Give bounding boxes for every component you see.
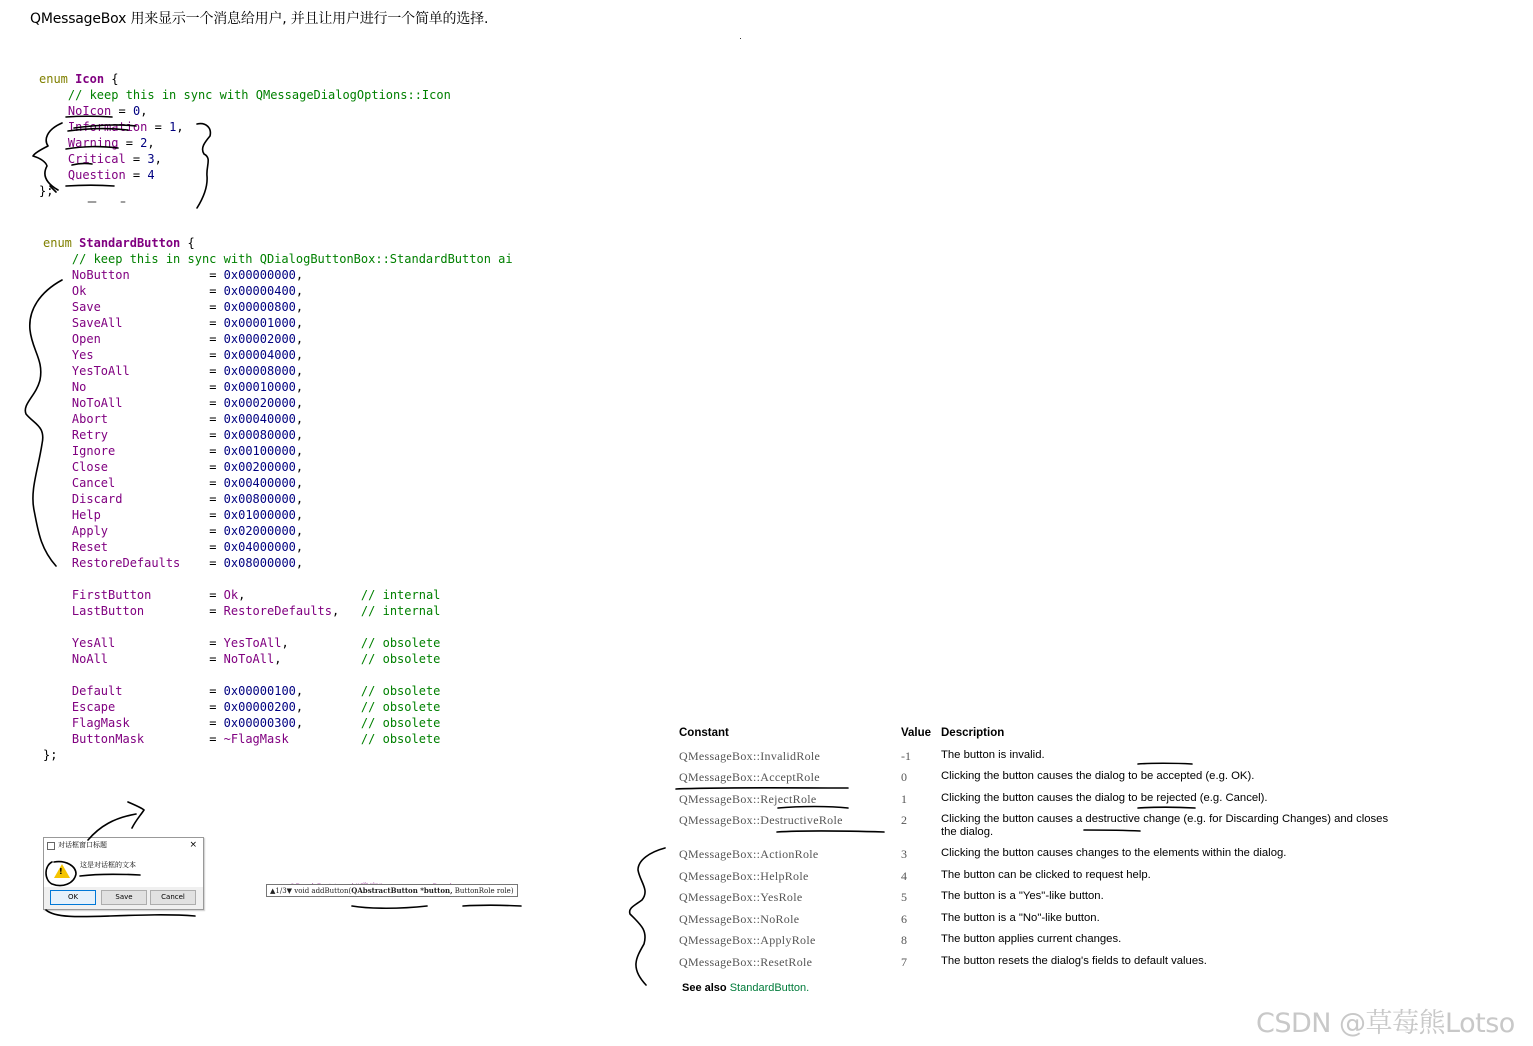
code-number: 0x08000000 <box>223 556 296 570</box>
code-comment: // obsolete <box>360 652 441 666</box>
code-enum-icon: enum Icon { // keep this in sync with QMessageDialogOptions::Icon NoIcon = 0, Information = 1, Warning = 2, Critical = 3, Question = 4 }; <box>39 72 451 198</box>
signature-prefix: void addButton( <box>294 887 352 895</box>
role-value: 5 <box>901 890 907 904</box>
code-enumerator: Reset <box>71 540 210 554</box>
code-enumerator: Help <box>71 508 210 522</box>
code-number: 0x00004000 <box>223 348 296 362</box>
role-value: 8 <box>901 933 907 947</box>
table-row <box>679 869 1409 890</box>
cancel-button[interactable]: Cancel <box>150 890 196 905</box>
code-enumerator: YesToAll <box>71 364 210 378</box>
code-enumerator: ButtonMask <box>71 732 210 746</box>
table-row <box>679 749 1409 770</box>
table-row <box>679 847 1409 869</box>
window-icon <box>47 842 55 850</box>
role-value: 7 <box>901 955 907 969</box>
code-number: 0x00400000 <box>223 476 296 490</box>
role-value: 3 <box>901 847 907 861</box>
button-roles-table <box>679 727 1409 994</box>
code-comment: // obsolete <box>360 684 441 698</box>
code-enumerator: Question <box>67 168 126 182</box>
code-enum-standard-button: enum StandardButton { // keep this in sync with QDialogButtonBox::StandardButton ai NoButton = 0x00000000, Ok = 0x00000400, Save = 0x00000800, SaveAll = 0x00001000, Open = 0x00002000, Yes = 0x00004000, YesToAll = 0x00008000, No = 0x00010000, NoToAll = 0x00020000, Abort = 0x00040000, Retry = 0x00080000, Ignore = 0x00100000, Close = 0x00200000, Cancel = 0x00400000, Discard = 0x00800000, Help = 0x01000000, Apply = 0x02000000, Reset = 0x04000000, RestoreDefaults = 0x08000000, FirstButton = Ok, // internal LastButton = RestoreDefaults, // internal YesAll = YesToAll, // obsolete NoAll = NoToAll, // obsolete Default = 0x00000100, // obsolete Escape = 0x00000200, // obsolete FlagMask = 0x00000300, // obsolete ButtonMask = ~FlagMask // obsolete }; <box>43 236 513 762</box>
page-heading: QMessageBox 用来显示一个消息给用户, 并且让用户进行一个简单的选择. <box>30 11 489 27</box>
code-keyword: enum <box>43 236 72 250</box>
code-comment: // obsolete <box>360 636 441 650</box>
table-row <box>679 912 1409 933</box>
code-number: 0x00000300 <box>223 716 296 730</box>
code-number: 0x02000000 <box>223 524 296 538</box>
code-comment: // obsolete <box>360 732 441 746</box>
dialog-button-bar <box>44 887 203 909</box>
code-enumerator: FlagMask <box>71 716 210 730</box>
code-enumerator: Critical <box>67 152 126 166</box>
header-value: Value <box>901 727 932 739</box>
role-constant: QMessageBox::YesRole <box>679 890 803 904</box>
code-keyword: enum <box>39 72 68 86</box>
table-row <box>679 955 1409 976</box>
role-description: The button resets the dialog's fields to default values. <box>941 955 1207 967</box>
role-constant: QMessageBox::ActionRole <box>679 847 819 861</box>
code-enumerator: YesAll <box>71 636 210 650</box>
ok-button[interactable]: OK <box>50 890 96 905</box>
role-constant: QMessageBox::AcceptRole <box>679 770 820 784</box>
role-value: 1 <box>901 792 907 806</box>
role-constant: QMessageBox::ResetRole <box>679 955 813 969</box>
code-enumerator: FirstButton <box>71 588 210 602</box>
code-enumerator: Escape <box>71 700 210 714</box>
code-number: 0x04000000 <box>223 540 296 554</box>
code-number: 1 <box>169 120 177 134</box>
code-type-name: StandardButton <box>79 236 181 250</box>
code-enumerator: Close <box>71 460 210 474</box>
code-number: 0x00040000 <box>223 412 296 426</box>
code-enumerator: No <box>71 380 210 394</box>
table-row <box>679 933 1409 955</box>
code-enumerator: Discard <box>71 492 210 506</box>
signature-suffix: ButtonRole role) <box>452 887 514 895</box>
code-enumerator: NoToAll <box>71 396 210 410</box>
message-box-preview <box>43 837 204 910</box>
role-description: Clicking the button causes a destructive change (e.g. for Discarding Changes) and closes the dialog. <box>941 813 1389 838</box>
dialog-titlebar <box>44 838 203 853</box>
code-enumerator: RestoreDefaults <box>71 556 210 570</box>
code-number: 0x00080000 <box>223 428 296 442</box>
role-description: The button is a "Yes"-like button. <box>941 890 1104 902</box>
role-constant: QMessageBox::HelpRole <box>679 869 809 883</box>
see-also-label: See also <box>682 982 727 994</box>
code-comment: // internal <box>360 588 441 602</box>
save-button[interactable]: Save <box>101 890 147 905</box>
code-number: 0x00000000 <box>223 268 296 282</box>
role-constant: QMessageBox::InvalidRole <box>679 749 821 763</box>
ink-underline-tip-2 <box>463 905 521 906</box>
code-comment: // keep this in sync with QDialogButtonBox::StandardButton ai <box>71 252 513 266</box>
role-description: The button is invalid. <box>941 749 1045 761</box>
code-number: 0x00020000 <box>223 396 296 410</box>
code-value: YesToAll <box>223 636 282 650</box>
close-icon[interactable]: × <box>189 840 197 850</box>
ink-underline-tip-1 <box>352 906 427 908</box>
code-number: 0x00008000 <box>223 364 296 378</box>
code-enumerator: Cancel <box>71 476 210 490</box>
code-number: 0x00800000 <box>223 492 296 506</box>
role-description: Clicking the button causes changes to the elements within the dialog. <box>941 847 1287 859</box>
stray-dot <box>740 38 741 39</box>
code-type-name: Icon <box>75 72 105 86</box>
dialog-title: 对话框窗口标题 <box>58 841 107 849</box>
code-number: 0x00002000 <box>223 332 296 346</box>
see-also-link[interactable]: StandardButton. <box>729 982 810 994</box>
code-enumerator: Save <box>71 300 210 314</box>
dialog-message: 这是对话框的文本 <box>80 861 136 869</box>
table-row <box>679 792 1409 813</box>
code-enumerator: NoButton <box>71 268 210 282</box>
watermark: CSDN @草莓熊Lotso <box>1256 1008 1515 1039</box>
code-number: 0x00100000 <box>223 444 296 458</box>
code-comment: // obsolete <box>360 716 441 730</box>
role-constant: QMessageBox::RejectRole <box>679 792 817 806</box>
see-also <box>682 982 809 994</box>
role-description: The button can be clicked to request help. <box>941 869 1151 881</box>
code-enumerator: Apply <box>71 524 210 538</box>
code-enumerator: NoIcon <box>67 104 112 118</box>
code-value: ~FlagMask <box>223 732 289 746</box>
table-row <box>679 813 1409 847</box>
code-enumerator: NoAll <box>71 652 210 666</box>
role-constant: QMessageBox::ApplyRole <box>679 933 816 947</box>
overload-counter[interactable]: ▲1/3▼ <box>270 887 293 895</box>
table-row <box>679 770 1409 792</box>
code-number: 0x00000100 <box>223 684 296 698</box>
role-description: Clicking the button causes the dialog to be accepted (e.g. OK). <box>941 770 1255 782</box>
header-constant: Constant <box>679 727 729 739</box>
code-enumerator: LastButton <box>71 604 210 618</box>
role-constant: QMessageBox::DestructiveRole <box>679 813 843 827</box>
code-enumerator: Ignore <box>71 444 210 458</box>
code-enumerator: Yes <box>71 348 210 362</box>
code-enumerator: Default <box>71 684 210 698</box>
table-body <box>679 749 1409 976</box>
code-comment: // keep this in sync with QMessageDialogOptions::Icon <box>67 88 451 102</box>
code-enumerator: Abort <box>71 412 210 426</box>
code-comment: // obsolete <box>360 700 441 714</box>
table-header <box>679 727 1409 749</box>
role-description: The button is a "No"-like button. <box>941 912 1100 924</box>
code-enumerator: Information <box>67 120 148 134</box>
role-description: The button applies current changes. <box>941 933 1122 945</box>
code-enumerator: Warning <box>67 136 119 150</box>
signature-current-param: QAbstractButton *button, <box>351 886 453 895</box>
code-enumerator: Retry <box>71 428 210 442</box>
code-value: NoToAll <box>223 652 275 666</box>
ink-brace-roles <box>630 848 665 985</box>
ink-underline-dialog <box>46 910 195 917</box>
code-enumerator: SaveAll <box>71 316 210 330</box>
code-number: 0x00001000 <box>223 316 296 330</box>
role-value: -1 <box>901 749 911 763</box>
code-number: 4 <box>147 168 155 182</box>
code-value: Ok <box>223 588 239 602</box>
code-number: 0x00000400 <box>223 284 296 298</box>
warning-icon-mark: ! <box>59 867 63 876</box>
code-enumerator: Ok <box>71 284 210 298</box>
code-value: RestoreDefaults <box>223 604 333 618</box>
header-description: Description <box>941 727 1005 739</box>
ink-arrow-to-title <box>88 802 144 840</box>
role-value: 0 <box>901 770 907 784</box>
table-row <box>679 890 1409 912</box>
code-number: 0x01000000 <box>223 508 296 522</box>
role-value: 2 <box>901 813 907 827</box>
code-number: 0x00000200 <box>223 700 296 714</box>
role-description: Clicking the button causes the dialog to be rejected (e.g. Cancel). <box>941 792 1268 804</box>
code-number: 2 <box>140 136 148 150</box>
code-number: 0x00010000 <box>223 380 296 394</box>
signature-tooltip <box>266 884 518 897</box>
code-number: 0x00200000 <box>223 460 296 474</box>
code-number: 0x00000800 <box>223 300 296 314</box>
role-value: 6 <box>901 912 907 926</box>
role-value: 4 <box>901 869 907 883</box>
code-number: 0 <box>132 104 141 118</box>
code-enumerator: Open <box>71 332 210 346</box>
role-constant: QMessageBox::NoRole <box>679 912 800 926</box>
code-comment: // internal <box>360 604 441 618</box>
code-number: 3 <box>147 152 155 166</box>
